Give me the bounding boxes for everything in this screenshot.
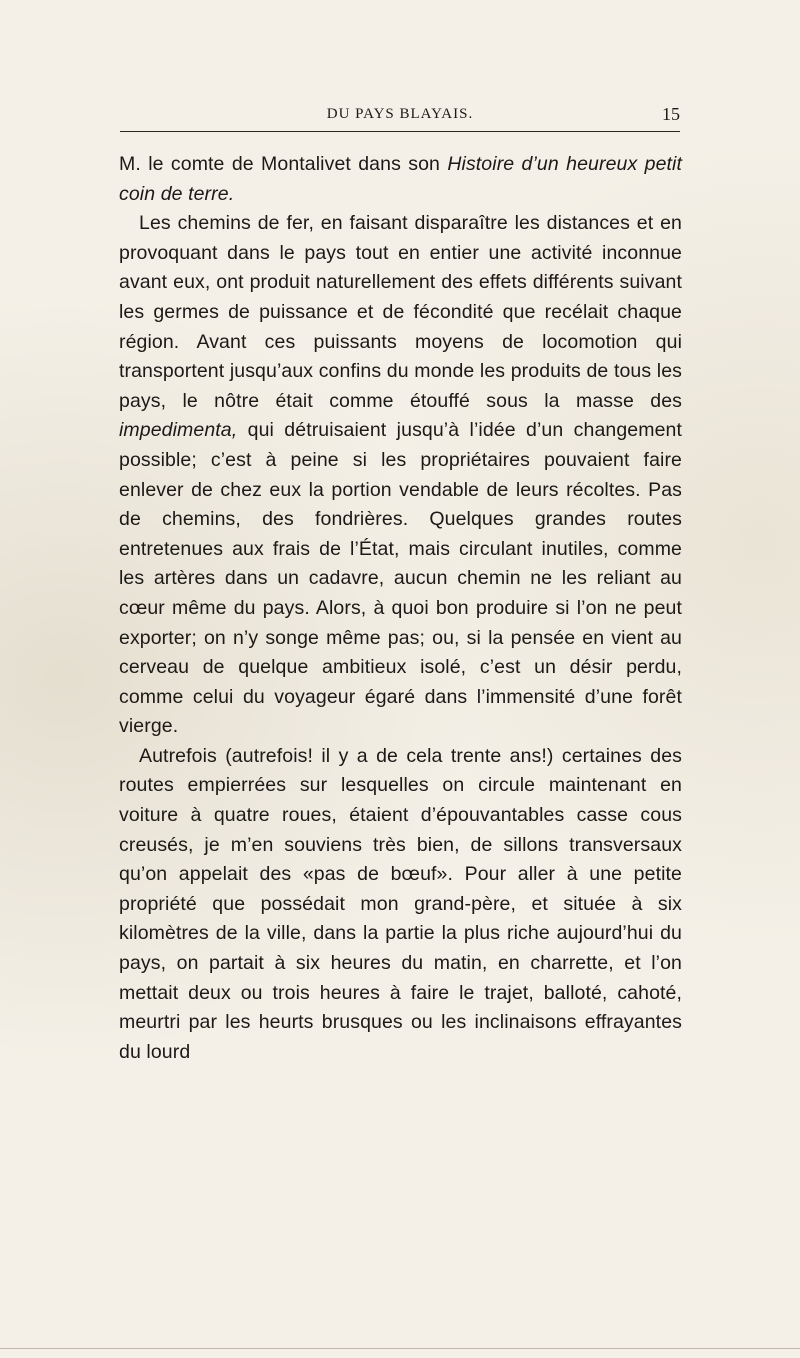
running-head: DU PAYS BLAYAIS. [326,106,474,122]
paragraph-2 [119,209,682,742]
body-text [119,150,682,1067]
header-rule [120,131,680,132]
paragraph-1 [119,150,682,209]
book-title: Histoire d’un heureux petit coin de terre. [119,153,683,205]
latin-term: impedimenta, [119,419,238,442]
paragraph-2-text-b: qui détruisaient jusqu’à l’idée d’un changement possible; c’est à peine si les propriétaires pouvaient faire enlever de chez eux la portion vendable de leurs récoltes. Pas de chemins, des fondrières. Quelques grandes routes entretenues aux frais de l’État, mais circulant inutiles, comme les artères dans un cadavre, aucun chemin ne les reliant au cœur même du pays. Alors, à quoi bon produire si l’on ne peut exporter; on n’y songe même pas; ou, si la pensée en vient au cerveau de quelque ambitieux isolé, c’est un désir perdu, comme celui du voyageur égaré dans l’immensité d’une forêt vierge. [119,419,682,738]
page-bottom-edge [0,1348,800,1349]
page-header [120,104,680,128]
page-number: 15 [662,104,680,124]
paragraph-2-text-a: Les chemins de fer, en faisant disparaître les distances et en provoquant dans le pays tout en entier une activité inconnue avant eux, ont produit naturellement des effets différents suivant les germes de puissance et de fécondité que recélait chaque région. Avant ces puissants moyens de locomotion qui transportent jusqu’aux confins du monde les produits de tous les pays, le nôtre était comme étouffé sous la masse des [119,212,682,412]
paragraph-1-text: M. le comte de Montalivet dans son [119,153,448,175]
paragraph-3: Autrefois (autrefois! il y a de cela trente ans!) certaines des routes empierrées sur lesquelles on circule maintenant en voiture à quatre roues, étaient d’épouvantables casse cous creusés, je m’en souviens très bien, de sillons transversaux qu’on appelait des «pas de bœuf». Pour aller à une petite propriété que possédait mon grand-père, et située à six kilomètres de la ville, dans la partie la plus riche aujourd’hui du pays, on partait à six heures du matin, en charrette, et l’on mettait deux ou trois heures à faire le trajet, balloté, cahoté, meurtri par les heurts brusques ou les inclinaisons effrayantes du lourd [119,744,682,1063]
